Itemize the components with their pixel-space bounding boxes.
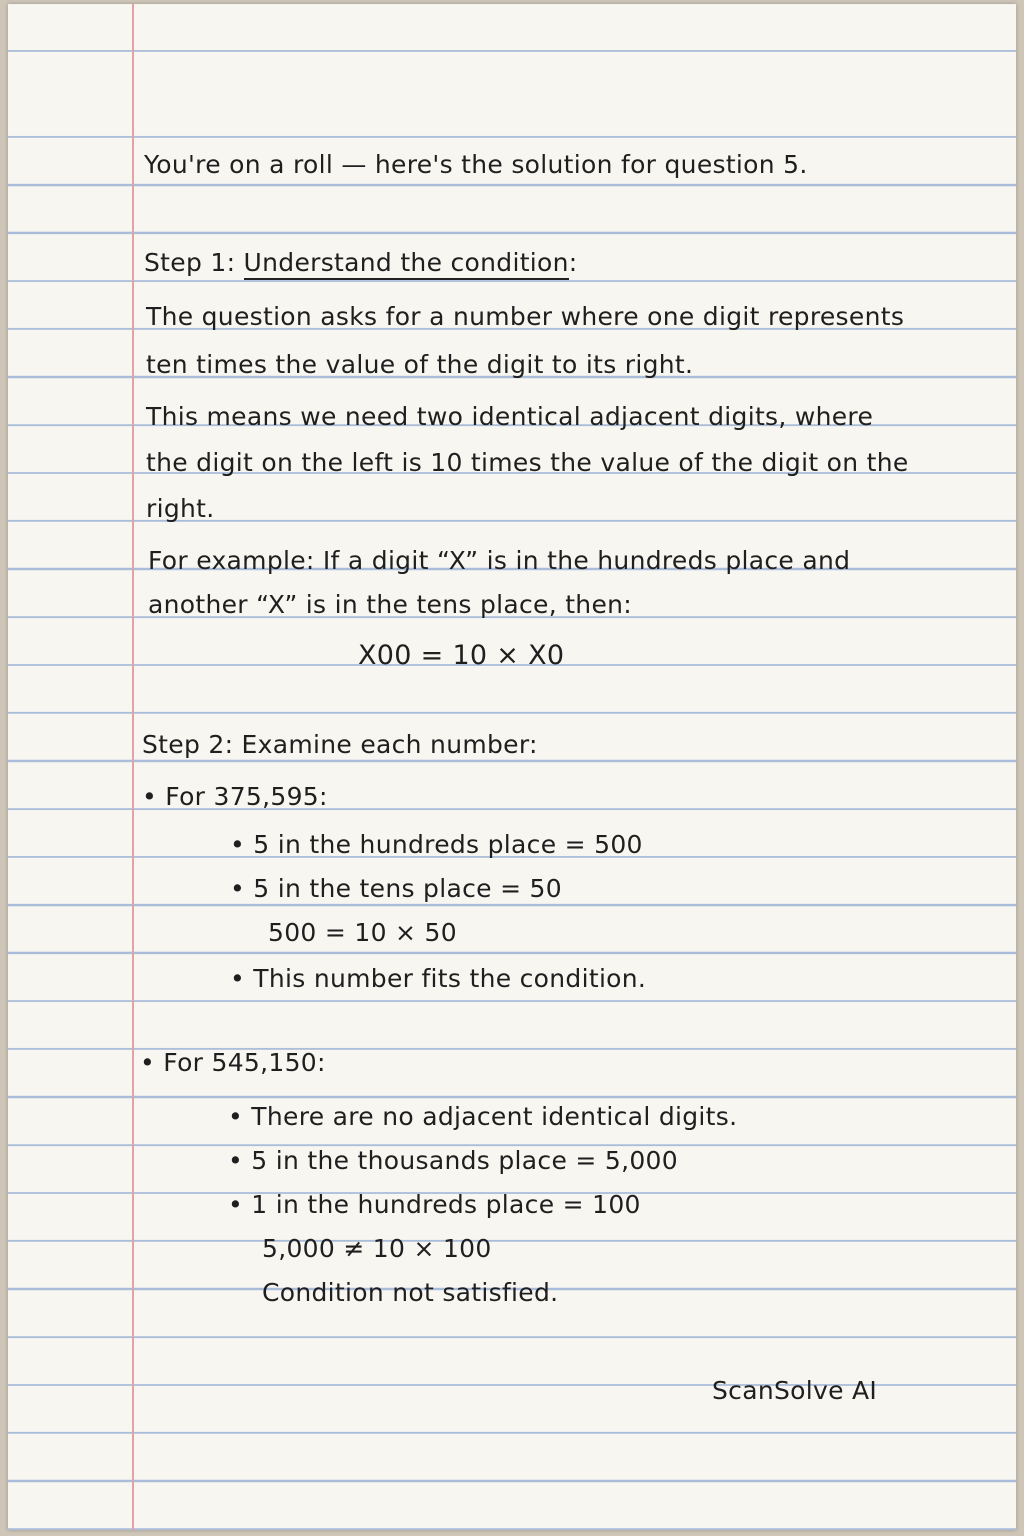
step1-line: another “X” is in the tens place, then: (148, 590, 632, 619)
step1-line: ten times the value of the digit to its right. (146, 350, 694, 379)
notebook-page (8, 4, 1016, 1530)
signature: ScanSolve AI (712, 1376, 878, 1405)
intro-text: You're on a roll — here's the solution for question 5. (144, 150, 808, 179)
step1-colon: : (568, 248, 578, 277)
case2-equation: 5,000 ≠ 10 × 100 (262, 1234, 492, 1263)
case2-line: • There are no adjacent identical digits. (228, 1102, 738, 1131)
step1-line: the digit on the left is 10 times the value of the digit on the (146, 448, 909, 477)
case2-line: • 5 in the thousands place = 5,000 (228, 1146, 678, 1175)
case2-line: • 1 in the hundreds place = 100 (228, 1190, 641, 1219)
step1-line: This means we need two identical adjacent digits, where (146, 402, 874, 431)
case2-line: Condition not satisfied. (262, 1278, 559, 1307)
step1-line: For example: If a digit “X” is in the hundreds place and (148, 546, 851, 575)
step2-heading: Step 2: Examine each number: (142, 730, 538, 759)
case2-title: • For 545,150: (140, 1048, 326, 1077)
step1-label: Step 1: (144, 248, 236, 277)
margin-line (132, 4, 134, 1530)
case1-line: • 5 in the tens place = 50 (230, 874, 562, 903)
step1-line: right. (146, 494, 215, 523)
step1-heading (144, 248, 578, 277)
case1-line: • 5 in the hundreds place = 500 (230, 830, 643, 859)
step1-equation: X00 = 10 × X0 (358, 640, 565, 671)
step1-line: The question asks for a number where one digit represents (146, 302, 905, 331)
case1-title: • For 375,595: (142, 782, 328, 811)
case1-line: • This number fits the condition. (230, 964, 647, 993)
step1-title: Understand the condition (244, 248, 569, 280)
case1-equation: 500 = 10 × 50 (268, 918, 457, 947)
